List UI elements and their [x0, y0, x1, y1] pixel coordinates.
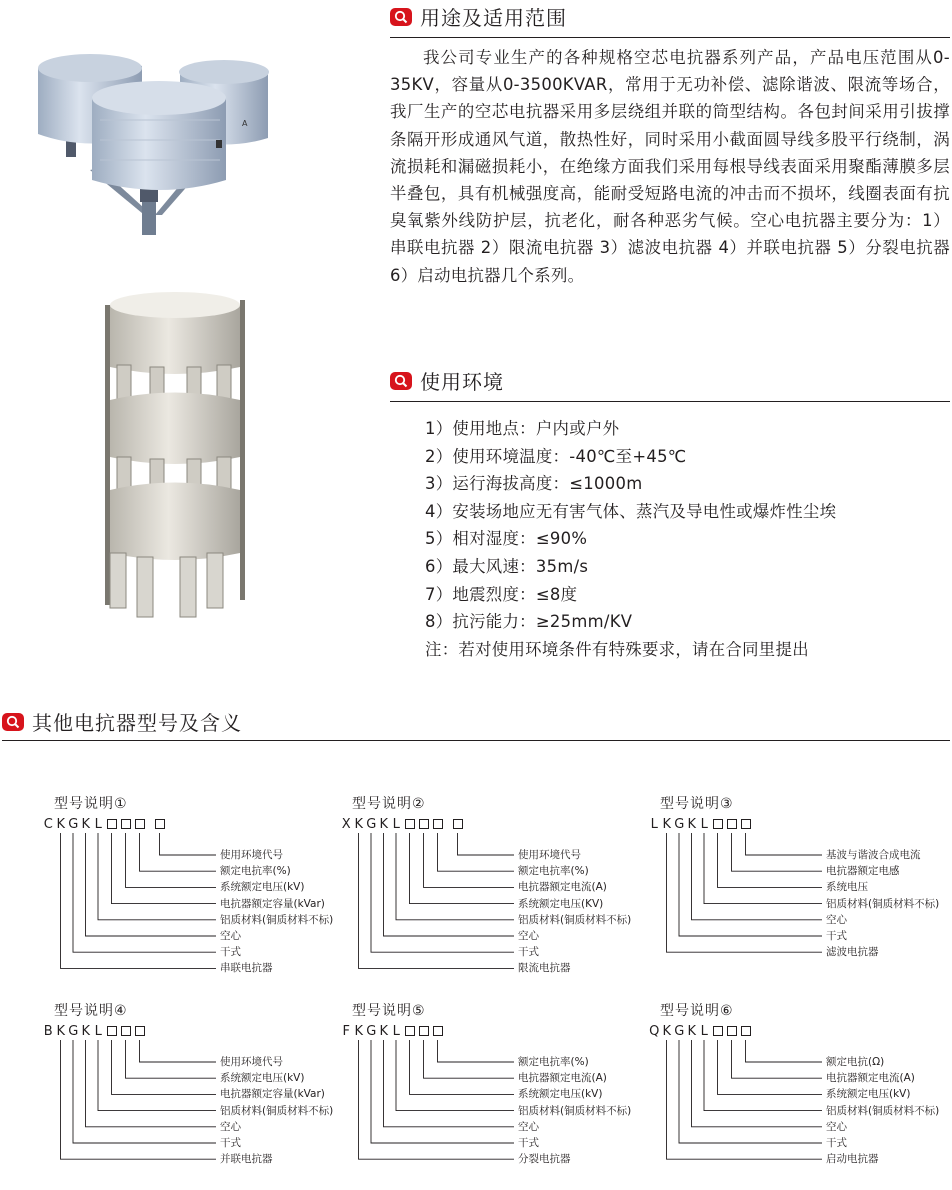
- code-letter: L: [700, 817, 708, 832]
- environment-divider: [390, 401, 950, 402]
- code-meaning-label: 干式: [518, 946, 539, 959]
- usage-paragraph: 我公司专业生产的各种规格空芯电抗器系列产品，产品电压范围从0-35KV，容量从0-3500KVAR，常用于无功补偿、滤除谐波、限流等场合，我厂生产的空芯电抗器采用多层绕组并联的筒型结构。各包封间采用引拔撑条隔开形成通风气道，散热性好，同时采用小截面圆导线多股平行绕制，涡流损耗和漏磁损耗小，在绝缘方面我们采用每根导线表面采用聚酯薄膜多层半叠包，具有机械强度高，能耐受短路电流的冲击而不损坏，线圈表面有抗臭氧紫外线防护层，抗老化，耐各种恶劣气候。空心电抗器主要分为：1）串联电抗器 2）限流电抗器 3）滤波电抗器 4）并联电抗器 5）分裂电抗器 6）启动电抗器几个系列。: [390, 48, 950, 285]
- code-meaning-label: 干式: [220, 1137, 241, 1149]
- code-meaning-label: 干式: [518, 1137, 539, 1149]
- leader-line: [359, 833, 515, 968]
- code-letter: Q: [649, 1024, 660, 1039]
- leader-line: [73, 1040, 216, 1143]
- leader-line: [359, 1040, 515, 1159]
- model-diagram-6: [648, 1000, 948, 1180]
- leader-line: [410, 1040, 515, 1094]
- leader-line: [396, 1040, 514, 1111]
- usage-divider: [390, 37, 950, 38]
- leader-line: [61, 1040, 217, 1159]
- code-meaning-label: 空心: [220, 930, 241, 942]
- code-meaning-label: 使用环境代号: [518, 849, 581, 861]
- leader-lines: [648, 793, 948, 983]
- leader-line: [667, 833, 823, 952]
- code-letter: K: [687, 817, 697, 832]
- environment-section-title: [390, 366, 504, 395]
- search-icon: [2, 713, 24, 731]
- leader-line: [98, 1040, 216, 1111]
- code-meaning-label: 电抗器额定容量(kVar): [220, 1088, 325, 1101]
- code-meaning-label: 限流电抗器: [518, 962, 571, 975]
- code-letter: K: [354, 1024, 364, 1039]
- leader-line: [140, 833, 217, 871]
- code-meaning-label: 系统额定电压(kV): [220, 881, 305, 894]
- code-letter: G: [674, 817, 685, 832]
- environment-item: 4）安装场地应无有害气体、蒸汽及导电性或爆炸性尘埃: [425, 501, 837, 521]
- code-meaning-label: 启动电抗器: [826, 1153, 879, 1166]
- diagram-title: 型号说明⑤: [352, 1003, 426, 1019]
- code-meaning-label: 使用环境代号: [220, 849, 283, 861]
- code-letter: L: [94, 817, 102, 832]
- leader-line: [140, 1040, 217, 1062]
- environment-item: 6）最大风速：35m/s: [425, 556, 589, 576]
- code-letter: K: [81, 1024, 91, 1039]
- code-meaning-label: 分裂电抗器: [518, 1153, 571, 1166]
- environment-item: 5）相对湿度：≤90%: [425, 529, 588, 549]
- leader-line: [371, 1040, 514, 1143]
- code-letter: G: [68, 817, 79, 832]
- leader-line: [98, 833, 216, 920]
- leader-line: [692, 833, 823, 920]
- code-letter: K: [379, 817, 389, 832]
- code-letter: G: [366, 1024, 377, 1039]
- leader-line: [438, 833, 515, 871]
- diagram-title: 型号说明⑥: [660, 1003, 734, 1019]
- code-meaning-label: 干式: [826, 1137, 847, 1149]
- model-diagram-3: [648, 793, 948, 973]
- leader-line: [160, 833, 217, 855]
- leader-line: [396, 833, 514, 920]
- code-meaning-label: 空心: [826, 913, 847, 926]
- code-meaning-label: 系统电压: [826, 881, 868, 894]
- code-meaning-label: 电抗器额定电感: [826, 865, 900, 878]
- code-meaning-label: 电抗器额定电流(A): [826, 1072, 915, 1085]
- code-meaning-label: 空心: [518, 930, 539, 942]
- leader-line: [73, 833, 216, 952]
- code-meaning-label: 空心: [220, 1120, 241, 1133]
- code-meaning-label: 铝质材料(铜质材料不标): [518, 1104, 632, 1117]
- leader-line: [384, 1040, 515, 1127]
- code-meaning-label: 电抗器额定电流(A): [518, 1072, 607, 1085]
- code-letter: G: [68, 1024, 79, 1039]
- leader-line: [112, 833, 217, 904]
- code-meaning-label: 额定电抗率(%): [220, 865, 291, 878]
- leader-line: [384, 833, 515, 936]
- code-letter: K: [56, 817, 66, 832]
- environment-item: 2）使用环境温度：-40℃至+45℃: [425, 446, 687, 466]
- code-meaning-label: 使用环境代号: [220, 1056, 283, 1068]
- leader-line: [679, 833, 822, 936]
- diagram-title: 型号说明①: [54, 796, 128, 812]
- diagram-title: 型号说明②: [352, 796, 426, 812]
- leader-line: [746, 1040, 823, 1062]
- code-meaning-label: 串联电抗器: [220, 962, 273, 975]
- leader-line: [458, 833, 515, 855]
- leader-line: [438, 1040, 515, 1062]
- environment-item: 3）运行海拔高度：≤1000m: [425, 474, 643, 494]
- code-meaning-label: 系统额定电压(kV): [220, 1072, 305, 1085]
- code-meaning-label: 铝质材料(铜质材料不标): [826, 897, 940, 910]
- search-icon: [390, 372, 412, 390]
- leader-line: [410, 833, 515, 904]
- code-meaning-label: 并联电抗器: [220, 1153, 273, 1166]
- leader-line: [718, 833, 823, 887]
- code-letter: K: [379, 1024, 389, 1039]
- code-meaning-label: 滤波电抗器: [826, 946, 879, 959]
- code-letter: K: [662, 817, 672, 832]
- code-letter: L: [392, 817, 400, 832]
- leader-line: [86, 833, 217, 936]
- model-diagram-5: [340, 1000, 640, 1180]
- code-meaning-label: 空心: [826, 1120, 847, 1133]
- search-icon: [390, 8, 412, 26]
- code-meaning-label: 电抗器额定容量(kVar): [220, 897, 325, 910]
- environment-item: 8）抗污能力：≥25mm/KV: [425, 612, 633, 632]
- environment-item: 1）使用地点：户内或户外: [425, 419, 620, 438]
- diagram-title: 型号说明③: [660, 796, 734, 812]
- code-meaning-label: 空心: [518, 1120, 539, 1133]
- code-meaning-label: 额定电抗率(%): [518, 1056, 589, 1068]
- code-meaning-label: 系统额定电压(kV): [518, 1088, 603, 1101]
- reactor-group-image: [30, 40, 275, 245]
- stacked-reactor-image: [95, 285, 260, 630]
- code-meaning-label: 干式: [220, 946, 241, 959]
- code-meaning-label: 铝质材料(铜质材料不标): [220, 913, 334, 926]
- models-section-title: [2, 707, 242, 736]
- leader-line: [718, 1040, 823, 1094]
- code-letter: G: [366, 817, 377, 832]
- leader-line: [692, 1040, 823, 1127]
- code-meaning-label: 电抗器额定电流(A): [518, 881, 607, 894]
- environment-list: [425, 415, 836, 663]
- code-letter: K: [81, 817, 91, 832]
- code-letter: C: [43, 817, 53, 832]
- model-diagram-2: [340, 793, 640, 973]
- leader-line: [61, 833, 217, 968]
- code-meaning-label: 基波与谐波合成电流: [826, 849, 921, 861]
- model-diagram-4: [42, 1000, 342, 1180]
- leader-line: [704, 1040, 822, 1111]
- diagram-title: 型号说明④: [54, 1003, 128, 1019]
- usage-title-text: 用途及适用范围: [420, 6, 567, 30]
- code-letter: F: [342, 1024, 350, 1039]
- code-letter: K: [662, 1024, 672, 1039]
- environment-item: 7）地震烈度：≤8度: [425, 584, 578, 604]
- code-meaning-label: 系统额定电压(KV): [518, 897, 604, 910]
- code-letter: L: [700, 1024, 708, 1039]
- code-letter: L: [392, 1024, 400, 1039]
- code-meaning-label: 干式: [826, 930, 847, 942]
- model-diagram-1: [42, 793, 342, 973]
- code-letter: X: [341, 817, 351, 832]
- environment-title-text: 使用环境: [420, 370, 504, 394]
- code-letter: K: [687, 1024, 697, 1039]
- leader-line: [679, 1040, 822, 1143]
- environment-note: 注：若对使用环境条件有特殊要求，请在合同里提出: [425, 639, 809, 659]
- leader-line: [86, 1040, 217, 1127]
- code-meaning-label: 系统额定电压(kV): [826, 1088, 911, 1101]
- code-meaning-label: 铝质材料(铜质材料不标): [220, 1104, 334, 1117]
- leader-line: [746, 833, 823, 855]
- models-title-text: 其他电抗器型号及含义: [32, 711, 242, 735]
- code-letter: B: [43, 1024, 53, 1039]
- code-letter: K: [56, 1024, 66, 1039]
- leader-line: [667, 1040, 823, 1159]
- usage-section-title: [390, 2, 567, 31]
- code-letter: K: [354, 817, 364, 832]
- code-meaning-label: 铝质材料(铜质材料不标): [518, 913, 632, 926]
- code-meaning-label: 额定电抗率(%): [518, 865, 589, 878]
- code-letter: G: [674, 1024, 685, 1039]
- code-meaning-label: 铝质材料(铜质材料不标): [826, 1104, 940, 1117]
- svg-text:A: A: [242, 119, 248, 128]
- code-letter: L: [650, 817, 658, 832]
- code-meaning-label: 额定电抗(Ω): [826, 1056, 885, 1068]
- leader-line: [704, 833, 822, 904]
- leader-line: [112, 1040, 217, 1094]
- leader-line: [371, 833, 514, 952]
- models-divider: [2, 740, 950, 741]
- code-letter: L: [94, 1024, 102, 1039]
